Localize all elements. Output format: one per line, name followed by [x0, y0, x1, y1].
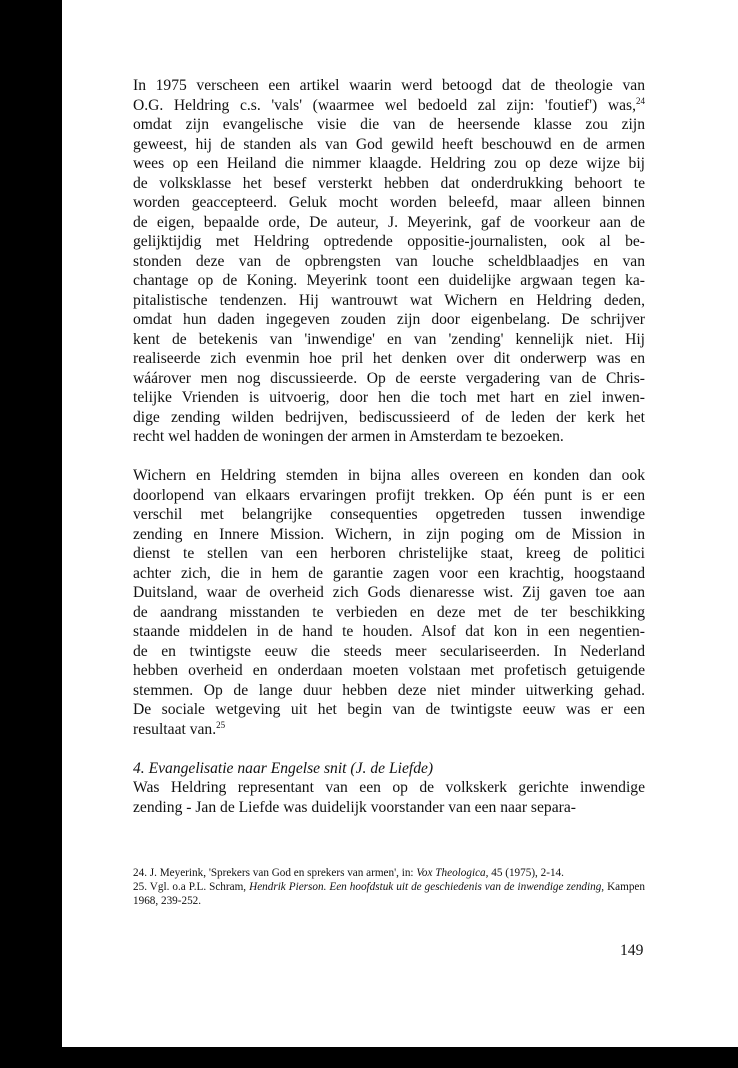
text-line: dige zending wilden bedrijven, bediscussieerd of de leden der kerk het — [133, 408, 645, 426]
text-line: Was Heldring representant van een op de volkskerk gerichte inwendige — [133, 779, 645, 796]
text-line: De sociale wetgeving uit het begin van de twintigste eeuw was er een — [133, 701, 645, 718]
text-line: de aandrang misstanden te verbieden en deze met de ter beschikking — [133, 603, 645, 621]
text-line: staande middelen in de hand te houden. Alsof dat kon in een negentien- — [133, 623, 645, 640]
footnotes — [133, 866, 645, 908]
text-line: chantage op de Koning. Meyerink toont een duidelijke argwaan tegen ka- — [133, 272, 645, 289]
paragraph-3 — [133, 778, 645, 817]
text-line: de eigen, bepaalde orde, De auteur, J. Meyerink, gaf de voorkeur aan de — [133, 213, 645, 231]
text-line: gelijktijdig met Heldring optredende oppositie-journalisten, ook al be- — [133, 233, 645, 250]
scan-border-left — [0, 0, 62, 1068]
text-line: zending - Jan de Liefde was duidelijk voorstander van een naar separa- — [133, 798, 576, 816]
text-line: Duitsland, waar de overheid zich Gods dienaresse wist. Zij gaven toe aan — [133, 584, 645, 601]
text-line: de en twintigste eeuw die steeds meer seculariseerden. In Nederland — [133, 642, 645, 660]
text-line: stonden deze van de opbrengsten van louche scheldblaadjes en van — [133, 252, 645, 270]
text-line: zending en Innere Mission. Wichern, in zijn poging om de Mission in — [133, 525, 645, 543]
text-line: wees op een Heiland die nimmer klaagde. Heldring zou op deze wijze bij — [133, 155, 645, 172]
text-line: resultaat van.$^{25}$ — [133, 719, 226, 738]
text-line: worden geaccepteerd. Geluk mocht worden beleefd, maar alleen binnen — [133, 194, 645, 211]
text-line: verschil met belangrijke consequenties opgetreden tussen inwendige — [133, 506, 645, 523]
text-line: recht wel hadden de woningen der armen in Amsterdam te bezoeken. — [133, 428, 564, 445]
text-line: telijke Vrienden is uitvoerig, door hen die toch met hart en ziel inwen- — [133, 389, 645, 406]
text-line: geweest, hij de standen als van God gewild heeft beschouwd en de armen — [133, 135, 645, 153]
text-line: realiseerde zich evenmin hoe pril het denken over dit onderwerp was en — [133, 350, 645, 367]
text-line: In 1975 verscheen een artikel waarin werd betoogd dat de theologie van — [133, 77, 645, 94]
footnote-reference: 24 — [636, 95, 645, 106]
footnote-25: 25. Vgl. o.a P.L. Schram, Hendrik Pierson. Een hoofdstuk uit de geschiedenis van de inwendige zending, Kampen 1968, 239-252. — [133, 881, 645, 907]
footnote-reference: 25 — [216, 719, 226, 730]
paragraph-1 — [133, 76, 645, 447]
footnote-24: 24. J. Meyerink, 'Sprekers van God en sprekers van armen', in: Vox Theologica, 45 (1975), 2-14. — [133, 867, 564, 879]
text-line: stemmen. Op de lange duur hebben deze niet minder uitwerking gehad. — [133, 681, 645, 699]
text-line: Wichern en Heldring stemden in bijna alles overeen en konden dan ook — [133, 467, 645, 484]
text-line: hebben overheid en onderdaan moeten volstaan met profetisch getuigende — [133, 662, 645, 679]
text-line: kent de betekenis van 'inwendige' en van 'zending' kennelijk niet. Hij — [133, 330, 645, 348]
text-line: omdat hun daden ingegeven zouden zijn door eigenbelang. De schrijver — [133, 311, 645, 328]
text-line: de volksklasse het besef versterkt hebben dat onderdrukking behoort te — [133, 174, 645, 192]
text-line: dienst te stellen van een herboren christelijke staat, kreeg de politici — [133, 545, 645, 562]
scan-border-bottom — [62, 1047, 738, 1068]
text-line: pitalistische tendenzen. Hij wantrouwt wat Wichern en Heldring deden, — [133, 291, 645, 309]
paragraph-2 — [133, 466, 645, 739]
page-number: 149 — [620, 942, 644, 959]
page-body — [133, 76, 645, 817]
section-heading: 4. Evangelisatie naar Engelse snit (J. de Liefde) — [133, 759, 434, 777]
text-line: omdat zijn evangelische visie die van de heersende klasse zou zijn — [133, 116, 645, 133]
text-line: doorlopend van elkaars ervaringen profijt trekken. Op één punt is er een — [133, 486, 645, 504]
text-line: O.G. Heldring c.s. 'vals' (waarmee wel bedoeld zal zijn: 'foutief') was,$^{24}$ — [133, 95, 645, 114]
text-line: achter zich, die in hem de garantie zagen voor een krachtig, hoogstaand — [133, 564, 645, 582]
text-line: wáárover men nog discussieerde. Op de eerste vergadering van de Chris- — [133, 369, 645, 387]
